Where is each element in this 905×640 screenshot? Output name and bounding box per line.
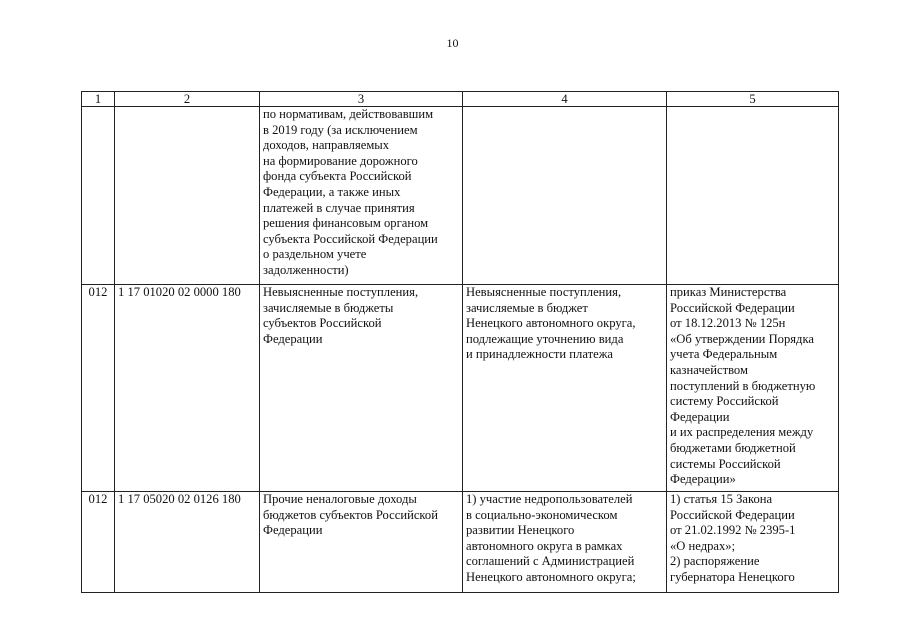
cell-text-line: подлежащие уточнению вида bbox=[466, 331, 624, 346]
cell-text-line: и их распределения между bbox=[670, 425, 814, 440]
table-row bbox=[82, 285, 839, 492]
cell-text-line: зачисляемые в бюджет bbox=[466, 300, 588, 315]
cell-text-line: развитии Ненецкого bbox=[466, 523, 575, 538]
cell-text-line: казначейством bbox=[670, 362, 748, 377]
revenue-description-cell bbox=[463, 492, 667, 593]
cell-text-line: учета Федеральным bbox=[670, 347, 778, 362]
cell-text-line: о раздельном учете bbox=[263, 247, 367, 262]
legal-basis-cell bbox=[667, 107, 839, 285]
header-cell-2: 2 bbox=[115, 92, 260, 107]
header-cell-3: 3 bbox=[260, 92, 463, 107]
cell-text-line: платежей в случае принятия bbox=[263, 200, 415, 215]
cell-text-line: поступлений в бюджетную bbox=[670, 378, 816, 393]
table-row bbox=[82, 492, 839, 593]
revenue-name-cell bbox=[260, 492, 463, 593]
table-row bbox=[82, 107, 839, 285]
cell-text-line: Невыясненные поступления, bbox=[263, 285, 419, 299]
cell-text-line: Прочие неналоговые доходы bbox=[263, 492, 417, 506]
cell-text-line: Ненецкого автономного округа, bbox=[466, 316, 636, 331]
cell-text-line: зачисляемые в бюджеты bbox=[263, 300, 394, 315]
page-number: 10 bbox=[446, 36, 459, 50]
cell-text-line: решения финансовым органом bbox=[263, 216, 429, 231]
cell-text-line: по нормативам, действовавшим bbox=[263, 107, 434, 121]
cell-text-line: фонда субъекта Российской bbox=[263, 169, 412, 184]
cell-text-line: Федерации bbox=[263, 331, 323, 346]
cell-text-line: бюджетами бюджетной bbox=[670, 440, 796, 455]
cell-text-line: Российской Федерации bbox=[670, 507, 795, 522]
cell-text-line: Российской Федерации bbox=[670, 300, 795, 315]
cell-text-line: задолженности) bbox=[263, 262, 349, 277]
cell-text-line: 1) участие недропользователей bbox=[466, 492, 633, 506]
cell-text-line: Невыясненные поступления, bbox=[466, 285, 622, 299]
header-cell-5: 5 bbox=[667, 92, 839, 107]
cell-text-line: субъектов Российской bbox=[263, 316, 382, 331]
budget-code-cell bbox=[115, 107, 260, 285]
budget-revenue-table bbox=[81, 91, 839, 593]
cell-text-line: «Об утверждении Порядка bbox=[670, 331, 814, 346]
cell-text-line: от 21.02.1992 № 2395-1 bbox=[670, 523, 796, 538]
cell-text-line: в социально-экономическом bbox=[466, 507, 618, 522]
cell-text-line: губернатора Ненецкого bbox=[670, 569, 795, 584]
cell-text-line: субъекта Российской Федерации bbox=[263, 231, 438, 246]
budget-code-cell: 1 17 01020 02 0000 180 bbox=[115, 285, 260, 492]
admin-code-cell: 012 bbox=[82, 285, 115, 492]
cell-text-line: на формирование дорожного bbox=[263, 153, 418, 168]
table-header-row bbox=[82, 92, 839, 107]
cell-text-line: 2) распоряжение bbox=[670, 554, 760, 569]
cell-text-line: систему Российской bbox=[670, 394, 779, 409]
cell-text-line: приказ Министерства bbox=[670, 285, 787, 299]
revenue-description-cell bbox=[463, 107, 667, 285]
cell-text-line: соглашений с Администрацией bbox=[466, 554, 635, 569]
cell-text-line: бюджетов субъектов Российской bbox=[263, 507, 438, 522]
cell-text-line: в 2019 году (за исключением bbox=[263, 122, 418, 137]
legal-basis-cell bbox=[667, 285, 839, 492]
cell-text-line: Федерации bbox=[670, 409, 730, 424]
header-cell-4: 4 bbox=[463, 92, 667, 107]
legal-basis-cell bbox=[667, 492, 839, 593]
revenue-name-cell bbox=[260, 107, 463, 285]
cell-text-line: Федерации, а также иных bbox=[263, 184, 401, 199]
cell-text-line: и принадлежности платежа bbox=[466, 347, 613, 362]
cell-text-line: от 18.12.2013 № 125н bbox=[670, 316, 786, 331]
revenue-description-cell bbox=[463, 285, 667, 492]
budget-code-cell: 1 17 05020 02 0126 180 bbox=[115, 492, 260, 593]
admin-code-cell: 012 bbox=[82, 492, 115, 593]
header-cell-1: 1 bbox=[82, 92, 115, 107]
admin-code-cell bbox=[82, 107, 115, 285]
cell-text-line: Ненецкого автономного округа; bbox=[466, 569, 636, 584]
cell-text-line: Федерации» bbox=[670, 472, 736, 487]
cell-text-line: доходов, направляемых bbox=[263, 138, 390, 153]
cell-text-line: Федерации bbox=[263, 523, 323, 538]
cell-text-line: системы Российской bbox=[670, 456, 781, 471]
cell-text-line: «О недрах»; bbox=[670, 538, 736, 553]
cell-text-line: автономного округа в рамках bbox=[466, 538, 623, 553]
revenue-name-cell bbox=[260, 285, 463, 492]
cell-text-line: 1) статья 15 Закона bbox=[670, 492, 773, 506]
